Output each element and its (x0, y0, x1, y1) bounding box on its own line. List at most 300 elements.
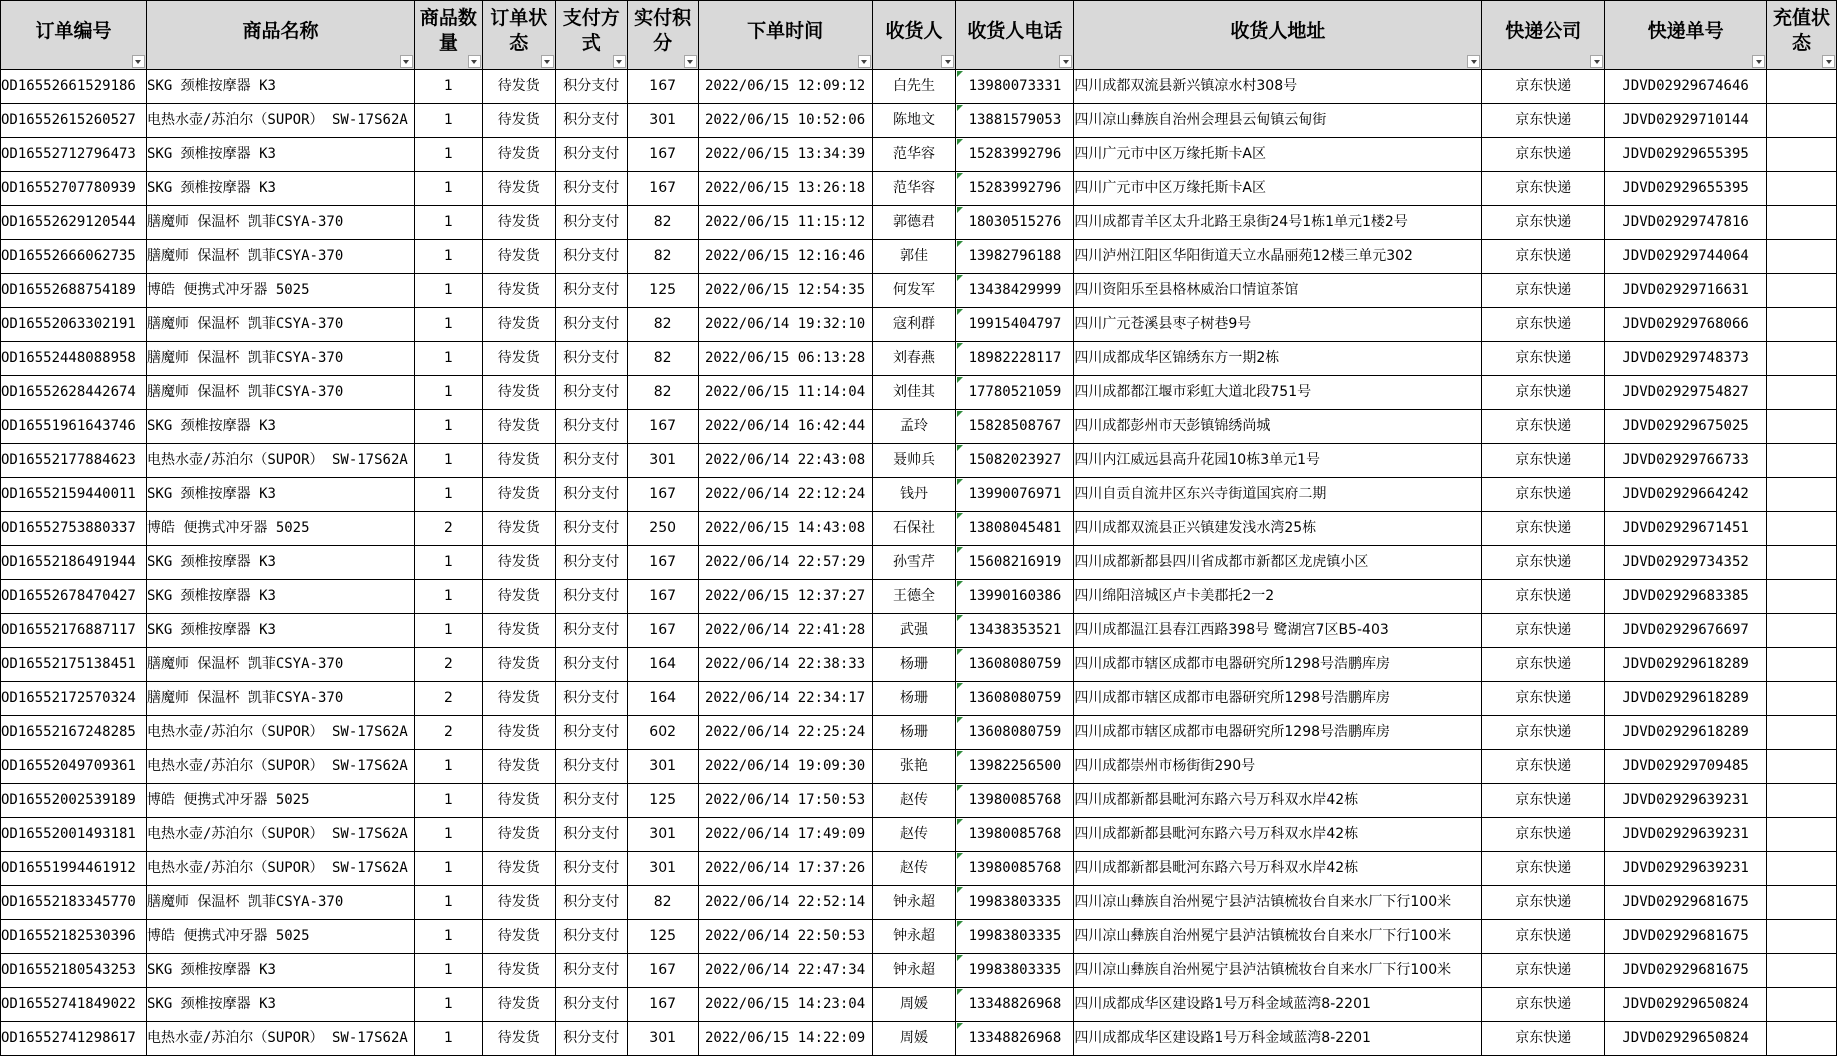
cell-product-name[interactable]: 电热水壶/苏泊尔（SUPOR） SW-17S62A (146, 444, 414, 478)
cell-quantity[interactable]: 1 (414, 954, 482, 988)
filter-dropdown-icon[interactable] (684, 55, 697, 68)
cell-quantity[interactable]: 1 (414, 206, 482, 240)
cell-order-time[interactable]: 2022/06/14 16:42:44 (698, 410, 872, 444)
cell-recharge-status[interactable] (1767, 240, 1837, 274)
cell-product-name[interactable]: 膳魔师 保温杯 凯菲CSYA-370 (146, 376, 414, 410)
cell-paid-points[interactable]: 125 (627, 274, 698, 308)
cell-payment-method[interactable]: 积分支付 (555, 240, 627, 274)
cell-paid-points[interactable]: 301 (627, 444, 698, 478)
filter-dropdown-icon[interactable] (941, 55, 954, 68)
cell-paid-points[interactable]: 167 (627, 546, 698, 580)
cell-quantity[interactable]: 1 (414, 240, 482, 274)
cell-recipient-phone[interactable] (956, 614, 1074, 648)
cell-order-time[interactable]: 2022/06/14 22:12:24 (698, 478, 872, 512)
cell-recipient-address[interactable]: 四川成都新都县毗河东路六号万科双水岸42栋 (1074, 818, 1482, 852)
cell-recipient-address[interactable]: 四川成都新都县四川省成都市新都区龙虎镇小区 (1074, 546, 1482, 580)
col-header-product-name[interactable]: 商品名称 (146, 1, 414, 70)
cell-product-name[interactable]: 博皓 便携式冲牙器 5025 (146, 274, 414, 308)
cell-courier[interactable]: 京东快递 (1482, 376, 1605, 410)
cell-tracking-number[interactable]: JDVD02929650824 (1605, 1022, 1767, 1056)
cell-order-status[interactable]: 待发货 (482, 988, 555, 1022)
cell-order-status[interactable]: 待发货 (482, 614, 555, 648)
cell-order-status[interactable]: 待发货 (482, 682, 555, 716)
cell-order-time[interactable]: 2022/06/14 17:37:26 (698, 852, 872, 886)
cell-order-id[interactable]: OD16552707780939 (1, 172, 147, 206)
cell-recipient-address[interactable]: 四川成都新都县毗河东路六号万科双水岸42栋 (1074, 784, 1482, 818)
col-header-courier[interactable]: 快递公司 (1482, 1, 1605, 70)
cell-courier[interactable]: 京东快递 (1482, 104, 1605, 138)
cell-order-status[interactable]: 待发货 (482, 138, 555, 172)
cell-quantity[interactable]: 1 (414, 886, 482, 920)
cell-recipient-address[interactable]: 四川凉山彝族自治州会理县云甸镇云甸街 (1074, 104, 1482, 138)
cell-order-status[interactable]: 待发货 (482, 886, 555, 920)
cell-recipient-address[interactable]: 四川成都青羊区太升北路王泉街24号1栋1单元1楼2号 (1074, 206, 1482, 240)
cell-courier[interactable]: 京东快递 (1482, 716, 1605, 750)
cell-product-name[interactable]: 膳魔师 保温杯 凯菲CSYA-370 (146, 648, 414, 682)
cell-order-status[interactable]: 待发货 (482, 376, 555, 410)
cell-product-name[interactable]: 电热水壶/苏泊尔（SUPOR） SW-17S62A (146, 750, 414, 784)
col-header-order-status[interactable]: 订单状态 (482, 1, 555, 70)
cell-tracking-number[interactable]: JDVD02929744064 (1605, 240, 1767, 274)
cell-recharge-status[interactable] (1767, 376, 1837, 410)
cell-recipient-address[interactable]: 四川自贡自流井区东兴寺街道国宾府二期 (1074, 478, 1482, 512)
cell-order-id[interactable]: OD16552186491944 (1, 546, 147, 580)
cell-recipient-phone[interactable] (956, 682, 1074, 716)
cell-paid-points[interactable]: 301 (627, 852, 698, 886)
cell-tracking-number[interactable]: JDVD02929618289 (1605, 682, 1767, 716)
cell-product-name[interactable]: SKG 颈椎按摩器 K3 (146, 988, 414, 1022)
cell-paid-points[interactable]: 125 (627, 784, 698, 818)
cell-payment-method[interactable]: 积分支付 (555, 614, 627, 648)
cell-recipient-address[interactable]: 四川凉山彝族自治州冕宁县泸沽镇梳妆台自来水厂下行100米 (1074, 920, 1482, 954)
cell-product-name[interactable]: 膳魔师 保温杯 凯菲CSYA-370 (146, 342, 414, 376)
cell-product-name[interactable]: 电热水壶/苏泊尔（SUPOR） SW-17S62A (146, 104, 414, 138)
cell-recipient[interactable]: 周媛 (872, 988, 956, 1022)
cell-paid-points[interactable]: 82 (627, 206, 698, 240)
cell-order-id[interactable]: OD16552741849022 (1, 988, 147, 1022)
cell-recharge-status[interactable] (1767, 444, 1837, 478)
cell-order-time[interactable]: 2022/06/15 12:16:46 (698, 240, 872, 274)
cell-recipient[interactable]: 钱丹 (872, 478, 956, 512)
cell-recipient-address[interactable]: 四川成都市辖区成都市电器研究所1298号浩鹏库房 (1074, 682, 1482, 716)
cell-recipient[interactable]: 武强 (872, 614, 956, 648)
cell-order-id[interactable]: OD16552666062735 (1, 240, 147, 274)
cell-tracking-number[interactable]: JDVD02929676697 (1605, 614, 1767, 648)
cell-recipient[interactable]: 聂帅兵 (872, 444, 956, 478)
cell-recharge-status[interactable] (1767, 988, 1837, 1022)
cell-courier[interactable]: 京东快递 (1482, 342, 1605, 376)
cell-recipient[interactable]: 杨珊 (872, 716, 956, 750)
cell-quantity[interactable]: 1 (414, 342, 482, 376)
cell-paid-points[interactable]: 602 (627, 716, 698, 750)
cell-product-name[interactable]: SKG 颈椎按摩器 K3 (146, 478, 414, 512)
cell-courier[interactable]: 京东快递 (1482, 784, 1605, 818)
cell-courier[interactable]: 京东快递 (1482, 512, 1605, 546)
cell-recipient-phone[interactable] (956, 954, 1074, 988)
cell-order-status[interactable]: 待发货 (482, 342, 555, 376)
cell-paid-points[interactable]: 167 (627, 70, 698, 104)
cell-tracking-number[interactable]: JDVD02929655395 (1605, 138, 1767, 172)
cell-order-id[interactable]: OD16551961643746 (1, 410, 147, 444)
cell-product-name[interactable]: SKG 颈椎按摩器 K3 (146, 580, 414, 614)
cell-order-time[interactable]: 2022/06/15 14:23:04 (698, 988, 872, 1022)
cell-paid-points[interactable]: 82 (627, 342, 698, 376)
cell-recipient-phone[interactable] (956, 104, 1074, 138)
cell-recipient-phone[interactable] (956, 206, 1074, 240)
col-header-recipient-address[interactable]: 收货人地址 (1074, 1, 1482, 70)
cell-product-name[interactable]: SKG 颈椎按摩器 K3 (146, 954, 414, 988)
cell-recipient[interactable]: 赵传 (872, 784, 956, 818)
cell-product-name[interactable]: 博皓 便携式冲牙器 5025 (146, 512, 414, 546)
cell-recipient[interactable]: 刘春燕 (872, 342, 956, 376)
cell-order-time[interactable]: 2022/06/14 22:52:14 (698, 886, 872, 920)
cell-order-time[interactable]: 2022/06/15 11:14:04 (698, 376, 872, 410)
cell-paid-points[interactable]: 82 (627, 886, 698, 920)
cell-order-status[interactable]: 待发货 (482, 410, 555, 444)
filter-dropdown-icon[interactable] (1590, 55, 1603, 68)
cell-tracking-number[interactable]: JDVD02929747816 (1605, 206, 1767, 240)
cell-payment-method[interactable]: 积分支付 (555, 274, 627, 308)
cell-tracking-number[interactable]: JDVD02929681675 (1605, 954, 1767, 988)
filter-dropdown-icon[interactable] (613, 55, 626, 68)
cell-paid-points[interactable]: 82 (627, 376, 698, 410)
cell-recipient[interactable]: 钟永超 (872, 954, 956, 988)
cell-courier[interactable]: 京东快递 (1482, 444, 1605, 478)
cell-product-name[interactable]: 电热水壶/苏泊尔（SUPOR） SW-17S62A (146, 716, 414, 750)
cell-payment-method[interactable]: 积分支付 (555, 70, 627, 104)
cell-order-time[interactable]: 2022/06/15 06:13:28 (698, 342, 872, 376)
cell-recipient-phone[interactable] (956, 648, 1074, 682)
cell-paid-points[interactable]: 167 (627, 172, 698, 206)
cell-recipient[interactable]: 陈地文 (872, 104, 956, 138)
cell-payment-method[interactable]: 积分支付 (555, 172, 627, 206)
cell-recipient-phone[interactable] (956, 308, 1074, 342)
cell-order-status[interactable]: 待发货 (482, 104, 555, 138)
col-header-order-time[interactable]: 下单时间 (698, 1, 872, 70)
cell-product-name[interactable]: SKG 颈椎按摩器 K3 (146, 70, 414, 104)
cell-paid-points[interactable]: 167 (627, 954, 698, 988)
cell-recharge-status[interactable] (1767, 920, 1837, 954)
cell-recipient-phone[interactable] (956, 580, 1074, 614)
cell-quantity[interactable]: 1 (414, 104, 482, 138)
cell-order-id[interactable]: OD16552448088958 (1, 342, 147, 376)
cell-payment-method[interactable]: 积分支付 (555, 512, 627, 546)
cell-tracking-number[interactable]: JDVD02929664242 (1605, 478, 1767, 512)
cell-order-time[interactable]: 2022/06/14 22:34:17 (698, 682, 872, 716)
cell-order-status[interactable]: 待发货 (482, 240, 555, 274)
cell-quantity[interactable]: 2 (414, 682, 482, 716)
cell-payment-method[interactable]: 积分支付 (555, 478, 627, 512)
cell-order-status[interactable]: 待发货 (482, 852, 555, 886)
cell-payment-method[interactable]: 积分支付 (555, 750, 627, 784)
cell-recharge-status[interactable] (1767, 818, 1837, 852)
cell-paid-points[interactable]: 82 (627, 240, 698, 274)
cell-order-time[interactable]: 2022/06/15 13:26:18 (698, 172, 872, 206)
cell-product-name[interactable]: SKG 颈椎按摩器 K3 (146, 138, 414, 172)
cell-order-id[interactable]: OD16552180543253 (1, 954, 147, 988)
cell-quantity[interactable]: 1 (414, 546, 482, 580)
cell-tracking-number[interactable]: JDVD02929671451 (1605, 512, 1767, 546)
cell-order-id[interactable]: OD16552183345770 (1, 886, 147, 920)
cell-recipient-phone[interactable] (956, 1022, 1074, 1056)
cell-tracking-number[interactable]: JDVD02929681675 (1605, 886, 1767, 920)
cell-quantity[interactable]: 1 (414, 444, 482, 478)
cell-order-time[interactable]: 2022/06/15 12:54:35 (698, 274, 872, 308)
cell-recipient-address[interactable]: 四川成都温江县春江西路398号 鹭湖宫7区B5-403 (1074, 614, 1482, 648)
cell-courier[interactable]: 京东快递 (1482, 988, 1605, 1022)
cell-recipient[interactable]: 张艳 (872, 750, 956, 784)
cell-recipient-phone[interactable] (956, 886, 1074, 920)
cell-product-name[interactable]: 膳魔师 保温杯 凯菲CSYA-370 (146, 240, 414, 274)
cell-quantity[interactable]: 1 (414, 818, 482, 852)
filter-dropdown-icon[interactable] (1059, 55, 1072, 68)
cell-order-time[interactable]: 2022/06/15 10:52:06 (698, 104, 872, 138)
col-header-recharge-status[interactable]: 充值状态 (1767, 1, 1837, 70)
cell-recipient[interactable]: 孙雪芹 (872, 546, 956, 580)
cell-recharge-status[interactable] (1767, 172, 1837, 206)
cell-order-time[interactable]: 2022/06/15 11:15:12 (698, 206, 872, 240)
cell-order-id[interactable]: OD16552182530396 (1, 920, 147, 954)
cell-tracking-number[interactable]: JDVD02929655395 (1605, 172, 1767, 206)
cell-product-name[interactable]: 博皓 便携式冲牙器 5025 (146, 784, 414, 818)
cell-paid-points[interactable]: 125 (627, 920, 698, 954)
cell-quantity[interactable]: 1 (414, 988, 482, 1022)
cell-courier[interactable]: 京东快递 (1482, 614, 1605, 648)
cell-tracking-number[interactable]: JDVD02929639231 (1605, 818, 1767, 852)
cell-courier[interactable]: 京东快递 (1482, 138, 1605, 172)
cell-tracking-number[interactable]: JDVD02929618289 (1605, 648, 1767, 682)
cell-recipient-address[interactable]: 四川成都市辖区成都市电器研究所1298号浩鹏库房 (1074, 716, 1482, 750)
cell-tracking-number[interactable]: JDVD02929768066 (1605, 308, 1767, 342)
cell-order-status[interactable]: 待发货 (482, 308, 555, 342)
col-header-quantity[interactable]: 商品数量 (414, 1, 482, 70)
cell-paid-points[interactable]: 167 (627, 580, 698, 614)
cell-payment-method[interactable]: 积分支付 (555, 546, 627, 580)
cell-recipient-phone[interactable] (956, 546, 1074, 580)
cell-recipient-phone[interactable] (956, 512, 1074, 546)
cell-order-id[interactable]: OD16552753880337 (1, 512, 147, 546)
cell-recipient[interactable]: 何发军 (872, 274, 956, 308)
cell-order-id[interactable]: OD16552628442674 (1, 376, 147, 410)
filter-dropdown-icon[interactable] (858, 55, 871, 68)
cell-order-time[interactable]: 2022/06/15 14:43:08 (698, 512, 872, 546)
cell-quantity[interactable]: 1 (414, 1022, 482, 1056)
cell-order-id[interactable]: OD16552629120544 (1, 206, 147, 240)
cell-payment-method[interactable]: 积分支付 (555, 444, 627, 478)
cell-quantity[interactable]: 1 (414, 920, 482, 954)
cell-payment-method[interactable]: 积分支付 (555, 1022, 627, 1056)
cell-payment-method[interactable]: 积分支付 (555, 818, 627, 852)
cell-tracking-number[interactable]: JDVD02929639231 (1605, 852, 1767, 886)
cell-courier[interactable]: 京东快递 (1482, 648, 1605, 682)
cell-order-id[interactable]: OD16552678470427 (1, 580, 147, 614)
cell-paid-points[interactable]: 164 (627, 682, 698, 716)
col-header-payment-method[interactable]: 支付方式 (555, 1, 627, 70)
cell-payment-method[interactable]: 积分支付 (555, 988, 627, 1022)
cell-order-status[interactable]: 待发货 (482, 546, 555, 580)
cell-recharge-status[interactable] (1767, 308, 1837, 342)
cell-recipient-phone[interactable] (956, 920, 1074, 954)
filter-dropdown-icon[interactable] (132, 55, 145, 68)
cell-quantity[interactable]: 1 (414, 784, 482, 818)
cell-payment-method[interactable]: 积分支付 (555, 886, 627, 920)
cell-order-status[interactable]: 待发货 (482, 818, 555, 852)
cell-payment-method[interactable]: 积分支付 (555, 104, 627, 138)
cell-quantity[interactable]: 2 (414, 716, 482, 750)
cell-recipient-address[interactable]: 四川绵阳涪城区卢卡美郡托2一2 (1074, 580, 1482, 614)
cell-order-id[interactable]: OD16552175138451 (1, 648, 147, 682)
cell-payment-method[interactable]: 积分支付 (555, 852, 627, 886)
cell-product-name[interactable]: 膳魔师 保温杯 凯菲CSYA-370 (146, 682, 414, 716)
cell-order-status[interactable]: 待发货 (482, 750, 555, 784)
cell-order-time[interactable]: 2022/06/14 22:57:29 (698, 546, 872, 580)
cell-payment-method[interactable]: 积分支付 (555, 920, 627, 954)
cell-recipient-phone[interactable] (956, 784, 1074, 818)
cell-courier[interactable]: 京东快递 (1482, 750, 1605, 784)
cell-recharge-status[interactable] (1767, 206, 1837, 240)
cell-recipient[interactable]: 杨珊 (872, 682, 956, 716)
cell-recipient-phone[interactable] (956, 376, 1074, 410)
cell-paid-points[interactable]: 167 (627, 614, 698, 648)
cell-quantity[interactable]: 1 (414, 410, 482, 444)
cell-courier[interactable]: 京东快递 (1482, 580, 1605, 614)
cell-recharge-status[interactable] (1767, 614, 1837, 648)
cell-paid-points[interactable]: 250 (627, 512, 698, 546)
cell-recharge-status[interactable] (1767, 648, 1837, 682)
cell-recipient-address[interactable]: 四川广元市中区万缘托斯卡A区 (1074, 172, 1482, 206)
cell-order-time[interactable]: 2022/06/14 17:49:09 (698, 818, 872, 852)
cell-recharge-status[interactable] (1767, 750, 1837, 784)
cell-recipient-phone[interactable] (956, 172, 1074, 206)
cell-recipient-phone[interactable] (956, 342, 1074, 376)
cell-quantity[interactable]: 2 (414, 648, 482, 682)
cell-order-status[interactable]: 待发货 (482, 784, 555, 818)
cell-recipient-address[interactable]: 四川成都成华区锦绣东方一期2栋 (1074, 342, 1482, 376)
cell-order-status[interactable]: 待发货 (482, 274, 555, 308)
cell-product-name[interactable]: 膳魔师 保温杯 凯菲CSYA-370 (146, 308, 414, 342)
cell-courier[interactable]: 京东快递 (1482, 954, 1605, 988)
cell-paid-points[interactable]: 167 (627, 410, 698, 444)
cell-recipient[interactable]: 石保社 (872, 512, 956, 546)
cell-order-id[interactable]: OD16552049709361 (1, 750, 147, 784)
cell-quantity[interactable]: 1 (414, 580, 482, 614)
cell-recipient[interactable]: 范华容 (872, 138, 956, 172)
cell-payment-method[interactable]: 积分支付 (555, 342, 627, 376)
cell-courier[interactable]: 京东快递 (1482, 546, 1605, 580)
cell-tracking-number[interactable]: JDVD02929734352 (1605, 546, 1767, 580)
cell-courier[interactable]: 京东快递 (1482, 172, 1605, 206)
cell-quantity[interactable]: 1 (414, 308, 482, 342)
cell-recharge-status[interactable] (1767, 478, 1837, 512)
cell-recipient-address[interactable]: 四川广元苍溪县枣子树巷9号 (1074, 308, 1482, 342)
cell-order-id[interactable]: OD16552172570324 (1, 682, 147, 716)
cell-order-time[interactable]: 2022/06/14 17:50:53 (698, 784, 872, 818)
filter-dropdown-icon[interactable] (1467, 55, 1480, 68)
cell-order-status[interactable]: 待发货 (482, 920, 555, 954)
cell-recipient-phone[interactable] (956, 852, 1074, 886)
cell-quantity[interactable]: 1 (414, 376, 482, 410)
cell-recipient-phone[interactable] (956, 444, 1074, 478)
cell-recipient[interactable]: 白先生 (872, 70, 956, 104)
cell-order-id[interactable]: OD16552002539189 (1, 784, 147, 818)
cell-order-time[interactable]: 2022/06/15 12:37:27 (698, 580, 872, 614)
cell-product-name[interactable]: 电热水壶/苏泊尔（SUPOR） SW-17S62A (146, 818, 414, 852)
cell-courier[interactable]: 京东快递 (1482, 410, 1605, 444)
cell-recipient[interactable]: 刘佳其 (872, 376, 956, 410)
cell-order-id[interactable]: OD16552712796473 (1, 138, 147, 172)
cell-product-name[interactable]: 电热水壶/苏泊尔（SUPOR） SW-17S62A (146, 852, 414, 886)
cell-order-id[interactable]: OD16552159440011 (1, 478, 147, 512)
cell-product-name[interactable]: 博皓 便携式冲牙器 5025 (146, 920, 414, 954)
cell-recipient-phone[interactable] (956, 410, 1074, 444)
col-header-paid-points[interactable]: 实付积分 (627, 1, 698, 70)
cell-payment-method[interactable]: 积分支付 (555, 716, 627, 750)
filter-dropdown-icon[interactable] (541, 55, 554, 68)
cell-order-status[interactable]: 待发货 (482, 954, 555, 988)
cell-recipient[interactable]: 钟永超 (872, 920, 956, 954)
cell-paid-points[interactable]: 301 (627, 818, 698, 852)
cell-tracking-number[interactable]: JDVD02929766733 (1605, 444, 1767, 478)
cell-recharge-status[interactable] (1767, 784, 1837, 818)
cell-recipient[interactable]: 杨珊 (872, 648, 956, 682)
cell-order-status[interactable]: 待发货 (482, 716, 555, 750)
cell-recipient[interactable]: 郭佳 (872, 240, 956, 274)
cell-paid-points[interactable]: 167 (627, 988, 698, 1022)
col-header-order-id[interactable]: 订单编号 (1, 1, 147, 70)
cell-order-time[interactable]: 2022/06/14 22:47:34 (698, 954, 872, 988)
cell-payment-method[interactable]: 积分支付 (555, 580, 627, 614)
cell-order-id[interactable]: OD16552001493181 (1, 818, 147, 852)
cell-recipient-phone[interactable] (956, 240, 1074, 274)
cell-recipient-phone[interactable] (956, 716, 1074, 750)
cell-payment-method[interactable]: 积分支付 (555, 784, 627, 818)
cell-payment-method[interactable]: 积分支付 (555, 138, 627, 172)
cell-recipient-phone[interactable] (956, 988, 1074, 1022)
cell-recharge-status[interactable] (1767, 682, 1837, 716)
cell-product-name[interactable]: 膳魔师 保温杯 凯菲CSYA-370 (146, 206, 414, 240)
cell-payment-method[interactable]: 积分支付 (555, 682, 627, 716)
cell-tracking-number[interactable]: JDVD02929650824 (1605, 988, 1767, 1022)
cell-quantity[interactable]: 1 (414, 274, 482, 308)
cell-recipient[interactable]: 赵传 (872, 818, 956, 852)
cell-quantity[interactable]: 1 (414, 750, 482, 784)
cell-order-id[interactable]: OD16552688754189 (1, 274, 147, 308)
cell-product-name[interactable]: SKG 颈椎按摩器 K3 (146, 410, 414, 444)
cell-order-status[interactable]: 待发货 (482, 648, 555, 682)
cell-quantity[interactable]: 1 (414, 70, 482, 104)
cell-recipient-address[interactable]: 四川成都双流县新兴镇凉水村308号 (1074, 70, 1482, 104)
cell-courier[interactable]: 京东快递 (1482, 852, 1605, 886)
filter-dropdown-icon[interactable] (1822, 55, 1835, 68)
cell-order-id[interactable]: OD16551994461912 (1, 852, 147, 886)
cell-recipient[interactable]: 郭德君 (872, 206, 956, 240)
cell-recipient-address[interactable]: 四川内江威远县高升花园10栋3单元1号 (1074, 444, 1482, 478)
cell-order-id[interactable]: OD16552177884623 (1, 444, 147, 478)
cell-courier[interactable]: 京东快递 (1482, 920, 1605, 954)
cell-order-status[interactable]: 待发货 (482, 444, 555, 478)
cell-paid-points[interactable]: 164 (627, 648, 698, 682)
cell-recipient-address[interactable]: 四川成都成华区建设路1号万科金域蓝湾8-2201 (1074, 1022, 1482, 1056)
cell-order-id[interactable]: OD16552615260527 (1, 104, 147, 138)
cell-recipient[interactable]: 周媛 (872, 1022, 956, 1056)
cell-recipient-address[interactable]: 四川成都双流县正兴镇建发浅水湾25栋 (1074, 512, 1482, 546)
cell-recharge-status[interactable] (1767, 1022, 1837, 1056)
cell-payment-method[interactable]: 积分支付 (555, 410, 627, 444)
cell-recipient-phone[interactable] (956, 818, 1074, 852)
cell-recipient-address[interactable]: 四川成都彭州市天彭镇锦绣尚城 (1074, 410, 1482, 444)
filter-dropdown-icon[interactable] (1752, 55, 1765, 68)
cell-recipient-phone[interactable] (956, 70, 1074, 104)
